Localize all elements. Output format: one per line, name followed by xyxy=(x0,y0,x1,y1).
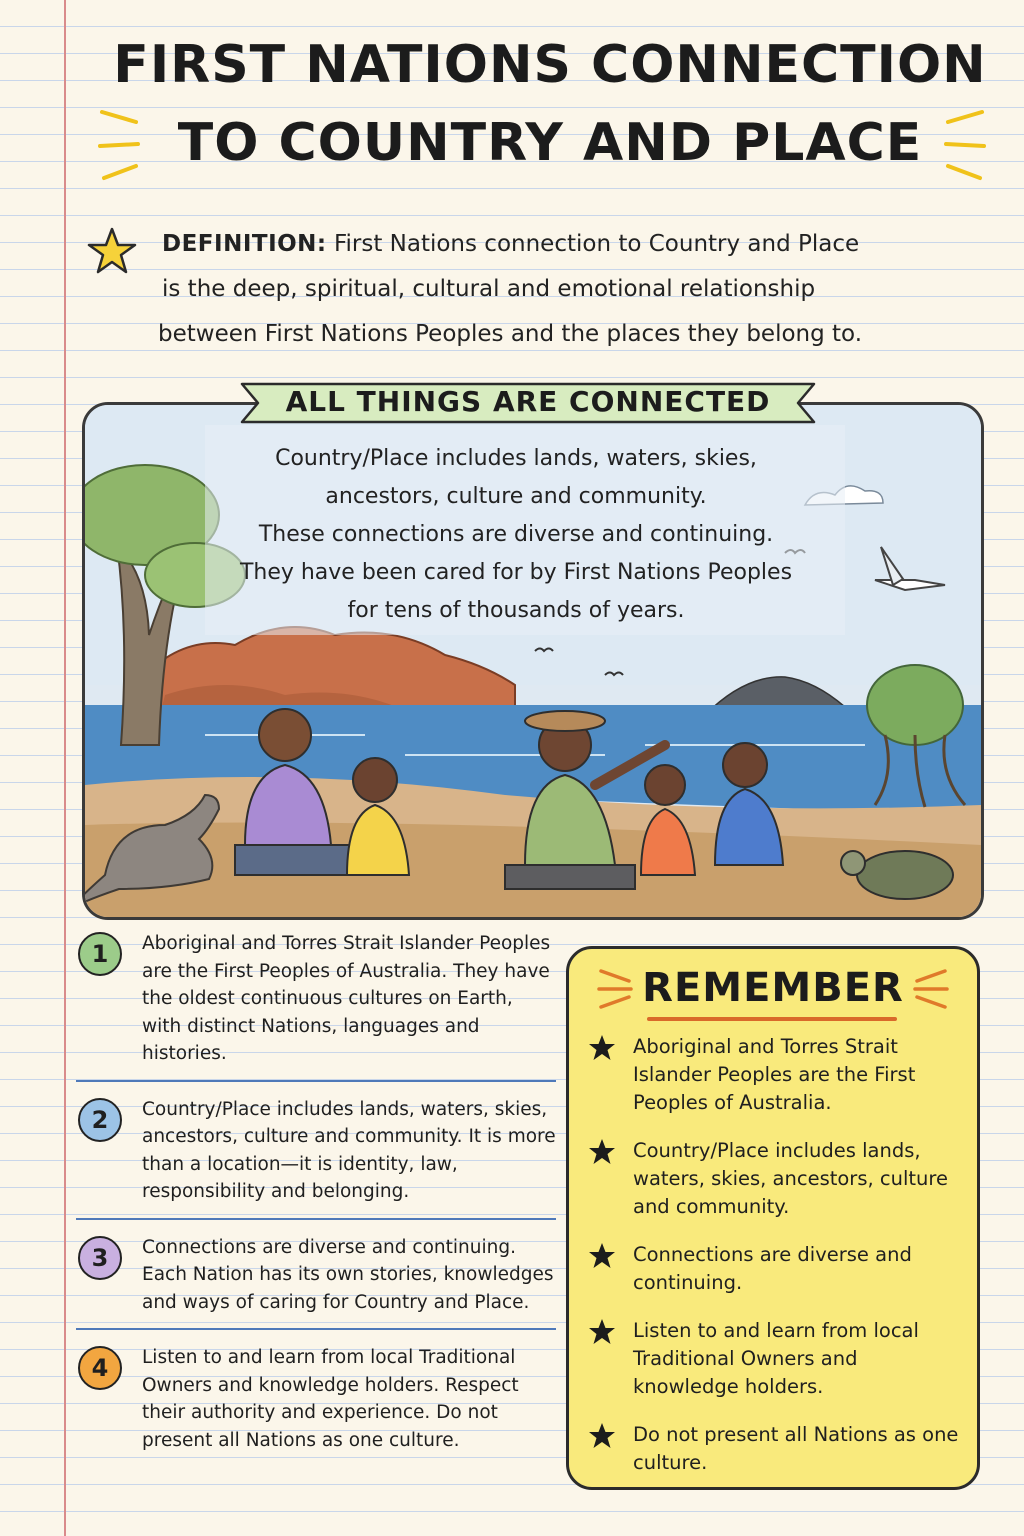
black-star-icon xyxy=(587,1137,617,1167)
point-text: Listen to and learn from local Traditional Owners and knowledge holders. Respect their authority and experience. Do not present all Nations as one culture. xyxy=(142,1347,519,1451)
number-badge: 4 xyxy=(78,1346,122,1390)
scene-caption xyxy=(196,440,836,630)
remember-item-text: Do not present all Nations as one culture. xyxy=(633,1423,959,1474)
black-star-icon xyxy=(587,1421,617,1451)
point-item xyxy=(76,1230,556,1331)
remember-item-text: Aboriginal and Torres Strait Islander Peoples are the First Peoples of Australia. xyxy=(633,1035,916,1114)
remember-item xyxy=(587,1137,967,1221)
number-badge: 3 xyxy=(78,1236,122,1280)
notebook-margin-line xyxy=(64,0,66,1536)
scene-caption-line-3: These connections are diverse and continuing. xyxy=(258,522,774,547)
star-icon xyxy=(86,226,138,278)
remember-underline xyxy=(647,1017,897,1021)
definition-line-3: between First Nations Peoples and the places they belong to. xyxy=(158,321,863,347)
remember-item xyxy=(587,1317,967,1401)
remember-item xyxy=(587,1241,967,1297)
remember-title: REMEMBER xyxy=(642,965,904,1011)
scene-caption-line-2: ancestors, culture and community. xyxy=(325,484,707,509)
remember-item-text: Country/Place includes lands, waters, skies, ancestors, culture and community. xyxy=(633,1139,948,1218)
numbered-points xyxy=(76,926,556,1476)
title-spark-left-icon xyxy=(92,100,152,190)
black-star-icon xyxy=(587,1317,617,1347)
banner-title: ALL THINGS ARE CONNECTED xyxy=(285,385,771,418)
remember-list xyxy=(587,1033,967,1497)
definition-block xyxy=(86,222,966,357)
scene-caption-line-4: They have been cared for by First Nations Peoples xyxy=(239,560,793,585)
number-badge: 2 xyxy=(78,1098,122,1142)
point-item xyxy=(76,1340,556,1466)
remember-item xyxy=(587,1421,967,1477)
point-item xyxy=(76,1092,556,1220)
point-text: Aboriginal and Torres Strait Islander Peoples are the First Peoples of Australia. They have the oldest continuous cultures on Earth, with distinct Nations, languages and histories. xyxy=(142,933,551,1064)
remember-box xyxy=(566,946,980,1490)
number-badge: 1 xyxy=(78,932,122,976)
scene-caption-line-5: for tens of thousands of years. xyxy=(347,598,685,623)
page-title: FIRST NATIONS CONNECTION TO COUNTRY AND PLACE xyxy=(113,35,987,173)
point-text: Country/Place includes lands, waters, skies, ancestors, culture and community. It is more than a location—it is identity, law, responsibility and belonging. xyxy=(142,1098,556,1202)
remember-item-text: Connections are diverse and continuing. xyxy=(633,1243,912,1294)
definition-label: DEFINITION: xyxy=(162,231,327,257)
scene-caption-line-1: Country/Place includes lands, waters, skies, xyxy=(275,446,757,471)
title-spark-right-icon xyxy=(932,100,992,190)
remember-item-text: Listen to and learn from local Traditional Owners and knowledge holders. xyxy=(633,1319,919,1398)
definition-text-1: First Nations connection to Country and Place xyxy=(333,231,860,257)
remember-item xyxy=(587,1033,967,1117)
definition-line-1 xyxy=(162,222,966,267)
black-star-icon xyxy=(587,1033,617,1063)
definition-line-2: is the deep, spiritual, cultural and emotional relationship xyxy=(162,276,816,302)
black-star-icon xyxy=(587,1241,617,1271)
point-item xyxy=(76,926,556,1082)
point-text: Connections are diverse and continuing. Each Nation has its own stories, knowledges and ways of caring for Country and Place. xyxy=(142,1236,554,1313)
